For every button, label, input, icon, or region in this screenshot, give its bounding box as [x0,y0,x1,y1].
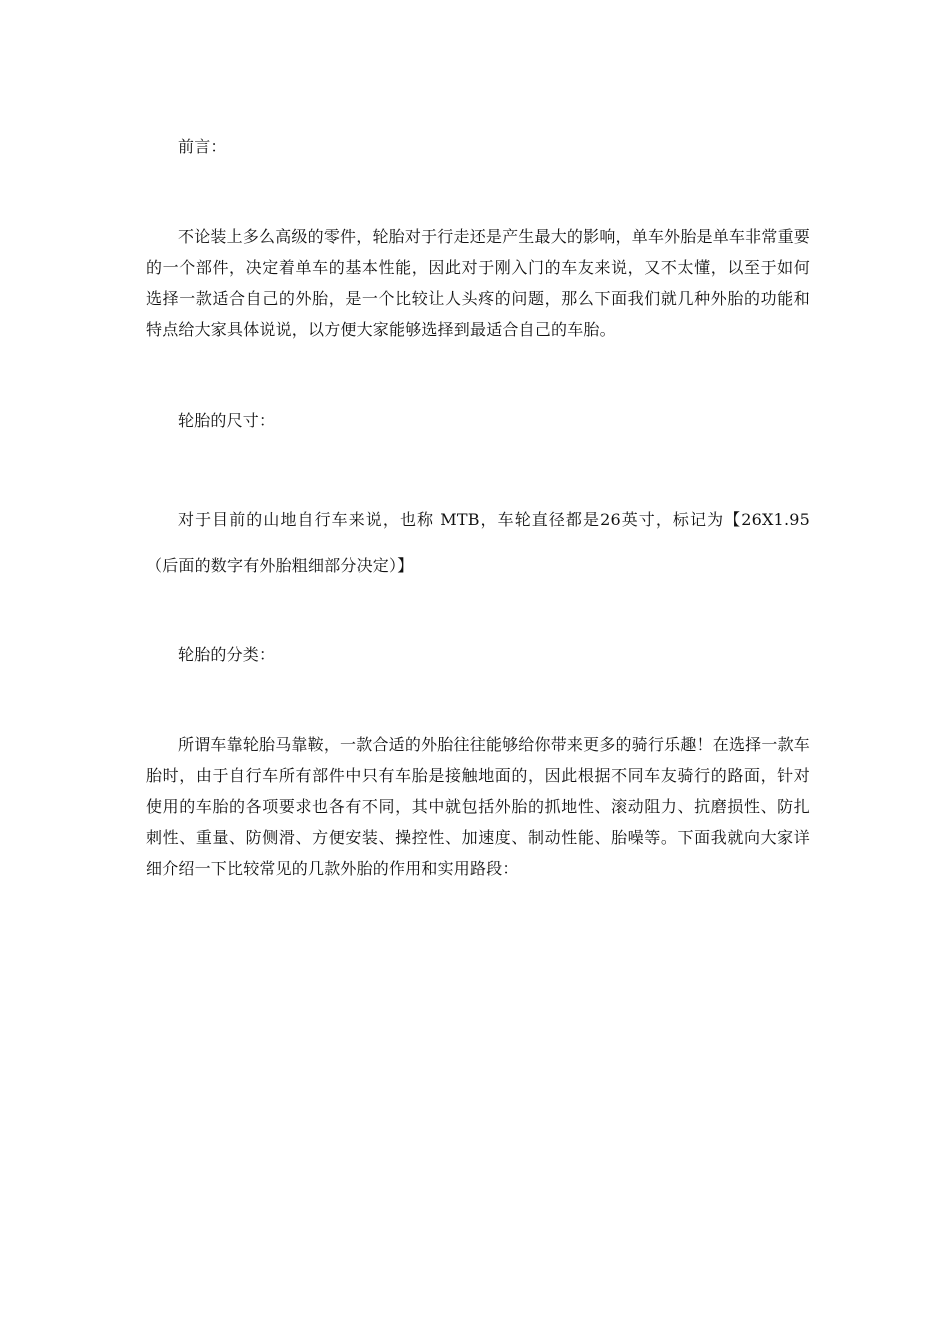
tire-size-heading: 轮胎的尺寸： [178,411,276,430]
tire-category-paragraph: 所谓车靠轮胎马靠鞍，一款合适的外胎往往能够给你带来更多的骑行乐趣！在选择一款车胎时，由于自行车所有部件中只有车胎是接触地面的，因此根据不同车友骑行的路面，针对使用的车胎的各项要求也各有不同，其中就包括外胎的抓地性、滚动阻力、抗磨损性、防扎刺性、重量、防侧滑、方便安装、操控性、加速度、制动性能、胎噪等。下面我就向大家详细介绍一下比较常见的几款外胎的作用和实用路段： [146,735,810,878]
preface-heading: 前言： [178,137,227,156]
tire-category-heading: 轮胎的分类： [178,645,276,664]
preface-paragraph: 不论装上多么高级的零件，轮胎对于行走还是产生最大的影响，单车外胎是单车非常重要的一个部件，决定着单车的基本性能，因此对于刚入门的车友来说，又不太懂，以至于如何选择一款适合自己的外胎，是一个比较让人头疼的问题，那么下面我们就几种外胎的功能和特点给大家具体说说，以方便大家能够选择到最适合自己的车胎。 [146,227,810,339]
tire-size-paragraph: 对于目前的山地自行车来说，也称 MTB，车轮直径都是26英寸，标记为【26X1.95（后面的数字有外胎粗细部分决定）】 [146,510,810,575]
